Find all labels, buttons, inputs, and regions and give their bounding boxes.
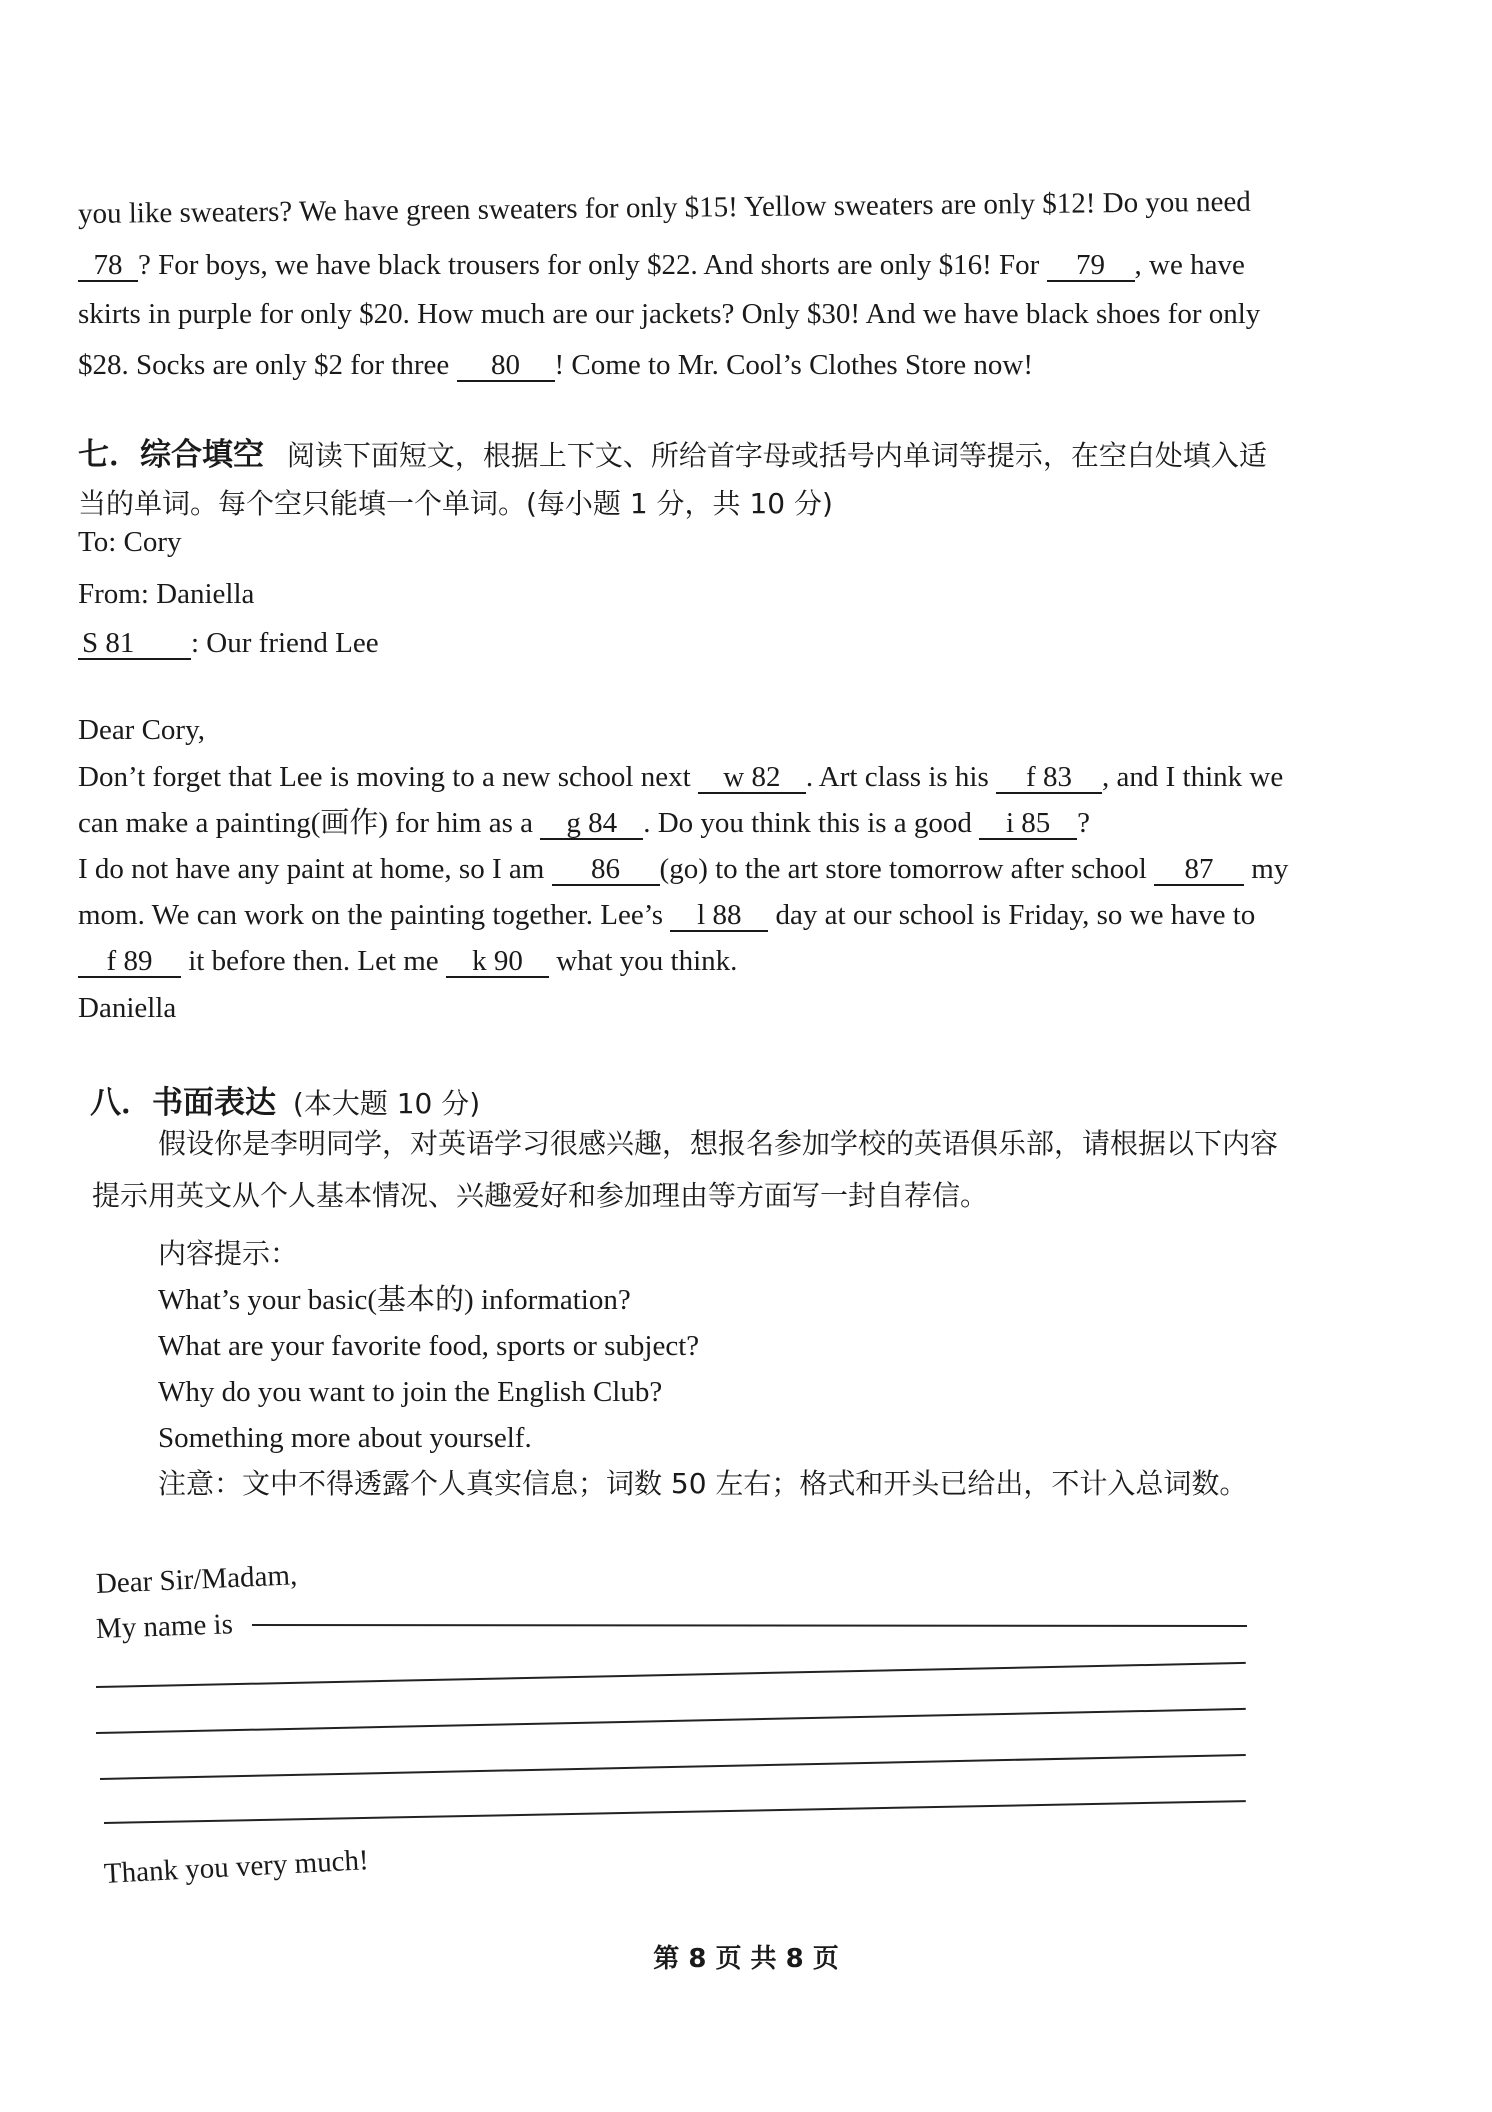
section-7-instructions-2: 当的单词。每个空只能填一个单词。(每小题 1 分，共 10 分) bbox=[78, 487, 833, 520]
section-7-heading bbox=[78, 437, 1267, 473]
hint-2: What are your favorite food, sports or subject? bbox=[158, 1330, 700, 1362]
letter-line-2 bbox=[78, 808, 1090, 840]
memo-from: From: Daniella bbox=[78, 578, 255, 610]
section-8-instructions-1: 假设你是李明同学，对英语学习很感兴趣，想报名参加学校的英语俱乐部，请根据以下内容 bbox=[158, 1127, 1279, 1160]
memo-subject bbox=[78, 628, 379, 660]
letter-text: . Art class is his bbox=[805, 761, 989, 793]
blank-86[interactable]: 86 bbox=[552, 854, 660, 886]
writing-line-5[interactable] bbox=[104, 1800, 1246, 1824]
passage-line-4 bbox=[78, 350, 1033, 382]
hint-1: What’s your basic(基本的) information? bbox=[158, 1284, 631, 1316]
passage-text: you like sweaters? We have green sweaters for only $15! Yellow sweaters are only $12! Do you need bbox=[77, 185, 1252, 230]
writing-start: My name is bbox=[95, 1608, 234, 1645]
blank-81[interactable]: S 81 bbox=[78, 628, 191, 660]
writing-note: 注意：文中不得透露个人真实信息；词数 50 左右；格式和开头已给出，不计入总词数。 bbox=[158, 1467, 1248, 1500]
letter-text: I do not have any paint at home, so I am bbox=[78, 853, 545, 885]
letter-text: can make a painting(画作) for him as a bbox=[78, 807, 533, 839]
letter-text: ? bbox=[1077, 807, 1091, 839]
section-8-heading bbox=[90, 1085, 481, 1121]
page-footer: 第 8 页 共 8 页 bbox=[653, 1944, 839, 1974]
letter-text: it before then. Let me bbox=[188, 945, 439, 977]
writing-closing: Thank you very much! bbox=[103, 1844, 370, 1890]
letter-line-4 bbox=[78, 900, 1255, 932]
passage-line-1 bbox=[77, 185, 1252, 230]
writing-line-2[interactable] bbox=[96, 1662, 1246, 1688]
blank-88[interactable]: l 88 bbox=[670, 900, 768, 932]
letter-text: what you think. bbox=[556, 945, 738, 977]
letter-text: mom. We can work on the painting together. Lee’s bbox=[78, 899, 664, 931]
blank-89[interactable]: f 89 bbox=[78, 946, 181, 978]
letter-line-1 bbox=[78, 762, 1283, 794]
passage-text: ! Come to Mr. Cool’s Clothes Store now! bbox=[554, 349, 1034, 381]
blank-87[interactable]: 87 bbox=[1154, 854, 1244, 886]
letter-line-3 bbox=[78, 854, 1288, 886]
memo-subject-text: : Our friend Lee bbox=[191, 627, 379, 659]
passage-text: $28. Socks are only $2 for three bbox=[78, 349, 450, 381]
letter-text: my bbox=[1251, 853, 1289, 885]
letter-signature: Daniella bbox=[78, 992, 177, 1024]
blank-78[interactable]: 78 bbox=[78, 250, 138, 282]
passage-text: ? For boys, we have black trousers for only $22. And shorts are only $16! For bbox=[138, 249, 1040, 281]
blank-83[interactable]: f 83 bbox=[996, 762, 1102, 794]
writing-line-3[interactable] bbox=[96, 1708, 1246, 1734]
section-8-title: 八．书面表达 bbox=[90, 1085, 276, 1121]
hint-4: Something more about yourself. bbox=[158, 1422, 532, 1454]
blank-79[interactable]: 79 bbox=[1047, 250, 1135, 282]
blank-90[interactable]: k 90 bbox=[446, 946, 549, 978]
memo-to: To: Cory bbox=[78, 526, 182, 558]
hint-3: Why do you want to join the English Club? bbox=[158, 1376, 663, 1408]
letter-text: . Do you think this is a good bbox=[643, 807, 972, 839]
section-7-title: 七．综合填空 bbox=[78, 437, 264, 473]
blank-85[interactable]: i 85 bbox=[979, 808, 1077, 840]
hint-title: 内容提示： bbox=[158, 1237, 299, 1270]
letter-greeting: Dear Cory, bbox=[78, 714, 205, 746]
writing-greeting: Dear Sir/Madam, bbox=[95, 1559, 298, 1600]
writing-line-1[interactable] bbox=[252, 1624, 1247, 1627]
letter-text: (go) to the art store tomorrow after school bbox=[659, 853, 1147, 885]
blank-82[interactable]: w 82 bbox=[698, 762, 806, 794]
letter-line-5 bbox=[78, 946, 737, 978]
section-8-points: (本大题 10 分) bbox=[292, 1087, 481, 1120]
passage-text: , we have bbox=[1134, 249, 1245, 281]
passage-line-3 bbox=[78, 300, 1260, 329]
letter-text: , and I think we bbox=[1102, 761, 1284, 793]
blank-84[interactable]: g 84 bbox=[540, 808, 643, 840]
letter-text: Don’t forget that Lee is moving to a new school next bbox=[78, 761, 691, 793]
blank-80[interactable]: 80 bbox=[457, 350, 555, 382]
writing-line-4[interactable] bbox=[100, 1754, 1246, 1780]
passage-text: skirts in purple for only $20. How much are our jackets? Only $30! And we have black shoes for only bbox=[78, 298, 1261, 330]
passage-line-2 bbox=[78, 250, 1245, 282]
section-7-instructions: 阅读下面短文，根据上下文、所给首字母或括号内单词等提示，在空白处填入适 bbox=[286, 439, 1267, 472]
letter-text: day at our school is Friday, so we have to bbox=[775, 899, 1256, 931]
section-8-instructions-2: 提示用英文从个人基本情况、兴趣爱好和参加理由等方面写一封自荐信。 bbox=[92, 1179, 989, 1212]
